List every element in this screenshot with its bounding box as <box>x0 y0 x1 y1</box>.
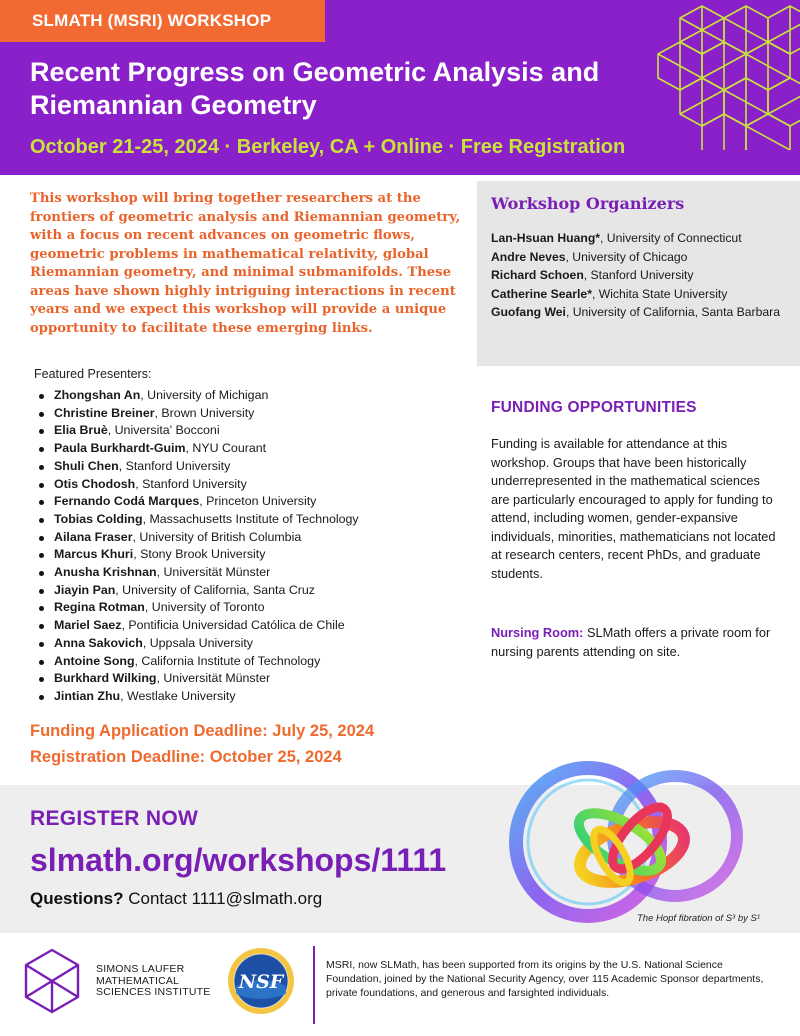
organizer-affiliation: , University of California, Santa Barbara <box>565 305 780 319</box>
presenter-name: Otis Chodosh <box>54 476 136 491</box>
presenter-affiliation: , Universita' Bocconi <box>107 423 220 438</box>
nursing-room-label: Nursing Room: <box>491 625 584 640</box>
presenter-affiliation: , Universität Münster <box>156 671 271 686</box>
organizer-item <box>491 248 790 267</box>
registration-deadline: Registration Deadline: October 25, 2024 <box>30 748 342 766</box>
presenter-name: Marcus Khuri <box>54 547 134 562</box>
organizer-name: Guofang Wei <box>491 305 566 319</box>
presenter-affiliation: , Uppsala University <box>142 635 254 650</box>
institute-name-line: MATHEMATICAL <box>96 974 180 987</box>
header-banner <box>0 0 800 175</box>
questions-label: Questions? <box>30 889 124 908</box>
presenter-affiliation: , Princeton University <box>199 494 317 509</box>
presenter-name: Anusha Krishnan <box>54 565 157 580</box>
nsf-logo-text: NSF <box>238 971 284 993</box>
presenter-affiliation: , Massachusetts Institute of Technology <box>142 511 359 526</box>
presenter-name: Paula Burkhardt-Guim <box>54 441 186 456</box>
presenter-item <box>38 387 478 405</box>
workshop-description: This workshop will bring together researchers at the frontiers of geometric analysis and Riemannian geometry, with a focus on recent advances on geometric flows, geometric problems in mathematical relativity, global Riemannian geometry, and minimal submanifolds. These areas have shown highly intriguing interactions in recent years and we expect this workshop will provide a unique opportunity to facilitate these emerging links. <box>30 191 461 336</box>
organizer-item <box>491 229 790 248</box>
registration-link[interactable]: slmath.org/workshops/1111 <box>30 842 447 878</box>
organizer-item <box>491 303 790 322</box>
organizer-name: Richard Schoen <box>491 268 584 282</box>
presenter-item <box>38 405 478 423</box>
presenter-item <box>38 422 478 440</box>
presenter-item <box>38 546 478 564</box>
presenter-item <box>38 476 478 494</box>
presenter-item <box>38 582 478 600</box>
organizer-item <box>491 266 790 285</box>
presenter-affiliation: , University of Michigan <box>140 388 269 402</box>
presenter-item <box>38 529 478 547</box>
presenter-name: Burkhard Wilking <box>54 671 157 686</box>
presenter-affiliation: , Pontificia Universidad Católica de Chile <box>121 618 345 633</box>
presenter-name: Jintian Zhu <box>54 688 121 703</box>
presenter-affiliation: , Westlake University <box>120 688 236 703</box>
funding-acknowledgement: MSRI, now SLMath, has been supported from its origins by the U.S. National Science Foundation, joined by the National Security Agency, over 115 Academic Sponsor departments, private foundations, and generous and farsighted individuals. <box>326 959 764 999</box>
organizers-panel <box>477 181 800 366</box>
presenter-name: Regina Rotman <box>54 600 145 615</box>
slmath-logo-icon <box>24 948 80 1014</box>
workshop-tag: SLMATH (MSRI) WORKSHOP <box>0 0 325 42</box>
presenter-affiliation: , NYU Courant <box>185 441 267 456</box>
organizer-affiliation: , University of Connecticut <box>600 231 742 245</box>
presenter-name: Ailana Fraser <box>54 529 133 544</box>
image-caption: The Hopf fibration of S³ by S¹ <box>637 913 761 924</box>
event-dateline: October 21-25, 2024 · Berkeley, CA + Online · Free Registration <box>30 136 626 158</box>
presenter-affiliation: , Stanford University <box>135 476 247 491</box>
presenter-name: Zhongshan An <box>54 388 141 402</box>
organizer-name: Andre Neves <box>491 249 566 264</box>
organizer-name: Lan-Hsuan Huang* <box>491 231 601 245</box>
presenter-name: Christine Breiner <box>54 405 155 420</box>
register-now-heading: REGISTER NOW <box>30 807 199 830</box>
organizer-name: Catherine Searle* <box>491 286 592 301</box>
institute-name-line: SCIENCES INSTITUTE <box>96 986 211 998</box>
presenter-name: Elia Bruè <box>54 423 108 438</box>
presenter-affiliation: , California Institute of Technology <box>134 653 321 668</box>
presenter-affiliation: , Stony Brook University <box>133 547 266 562</box>
presenter-name: Anna Sakovich <box>54 635 143 650</box>
presenter-affiliation: , University of British Columbia <box>132 529 302 544</box>
footer-divider <box>313 946 315 1024</box>
presenter-name: Shuli Chen <box>54 458 119 473</box>
presenter-name: Jiayin Pan <box>54 582 116 597</box>
funding-heading: FUNDING OPPORTUNITIES <box>491 399 697 416</box>
organizer-affiliation: , University of Chicago <box>565 249 688 264</box>
page-title: Recent Progress on Geometric Analysis and Riemannian Geometry <box>30 57 600 120</box>
presenter-item <box>38 635 478 653</box>
presenter-affiliation: , University of Toronto <box>144 600 265 615</box>
organizers-list <box>491 229 790 322</box>
presenter-name: Mariel Saez <box>54 618 122 633</box>
presenter-item <box>38 564 478 582</box>
presenter-item <box>38 670 478 688</box>
organizer-affiliation: , Stanford University <box>583 268 694 282</box>
presenter-item <box>38 617 478 635</box>
presenter-name: Tobias Colding <box>54 511 143 526</box>
presenter-affiliation: , University of California, Santa Cruz <box>115 582 315 597</box>
presenter-item <box>38 493 478 511</box>
organizers-heading: Workshop Organizers <box>491 194 685 213</box>
presenter-item <box>38 458 478 476</box>
institute-name <box>96 964 210 999</box>
hopf-fibration-image <box>500 752 770 927</box>
presenter-affiliation: , Stanford University <box>118 458 231 473</box>
organizer-item <box>491 285 790 304</box>
presenter-item <box>38 653 478 671</box>
institute-name-line: SIMONS LAUFER <box>96 963 185 975</box>
presenter-item <box>38 688 478 706</box>
funding-description: Funding is available for attendance at this workshop. Groups that have been historically underrepresented in the mathematical sciences are particularly encouraged to apply for funding to attend, including women, gender-expansive individuals, minorities, mathematicians not located at research centers, recent PhDs, and graduate students. <box>491 436 776 581</box>
funding-deadline: Funding Application Deadline: July 25, 2024 <box>30 722 375 740</box>
organizer-affiliation: , Wichita State University <box>591 286 728 301</box>
presenter-name: Antoine Song <box>54 653 135 668</box>
nsf-logo-icon <box>226 946 296 1016</box>
contact-email[interactable]: Contact 1111@slmath.org <box>123 889 323 908</box>
nursing-room-note <box>491 624 781 661</box>
presenters-list <box>38 387 478 706</box>
geometric-hexagon-pattern <box>640 0 800 150</box>
presenter-name: Fernando Codá Marques <box>54 494 200 509</box>
presenters-label: Featured Presenters: <box>34 367 152 381</box>
presenter-affiliation: , Universität Münster <box>156 565 271 580</box>
presenter-item <box>38 440 478 458</box>
questions-contact <box>30 889 322 909</box>
presenter-item <box>38 511 478 529</box>
nursing-room-text: SLMath offers a private room for nursing parents attending on site. <box>491 625 771 659</box>
presenter-item <box>38 599 478 617</box>
presenter-affiliation: , Brown University <box>154 405 255 420</box>
